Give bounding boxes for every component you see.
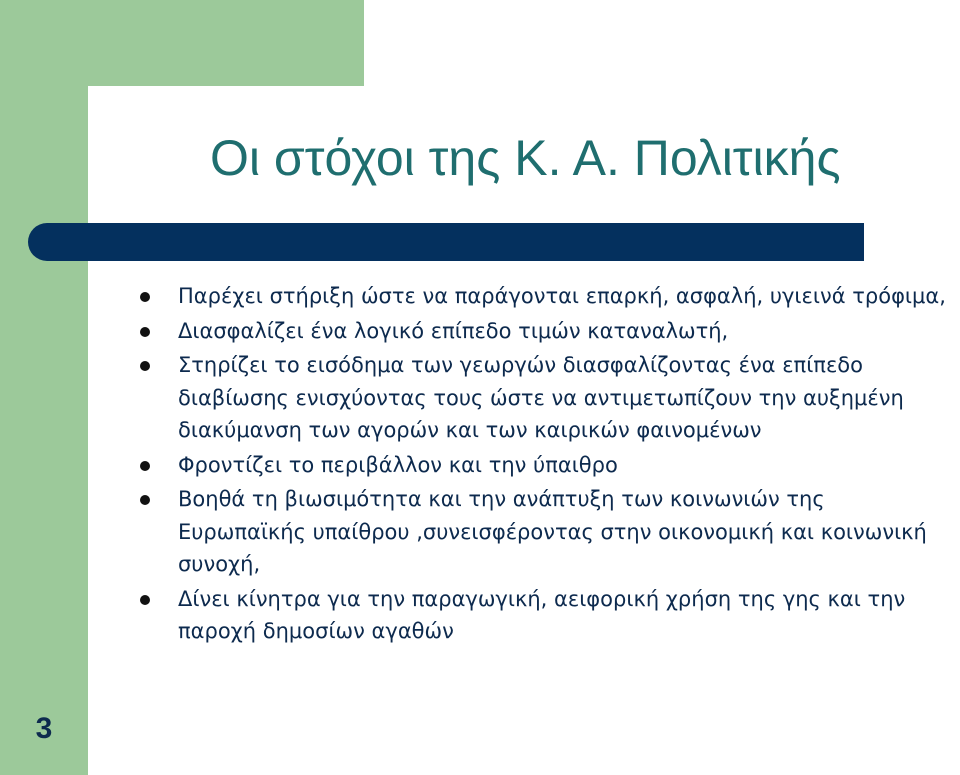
bullet-dot-icon <box>140 495 150 505</box>
bullet-text: Διασφαλίζει ένα λογικό επίπεδο τιμών καταναλωτή, <box>178 318 729 343</box>
bullet-text: Δίνει κίνητρα για την παραγωγική, αειφορική χρήση της γης και την παροχή δημοσίων αγαθών <box>178 586 906 643</box>
bullet-item <box>132 583 954 648</box>
title-underline-bar <box>28 223 864 261</box>
bullet-item <box>132 483 954 581</box>
bullet-dot-icon <box>140 292 150 302</box>
bullet-dot-icon <box>140 327 150 337</box>
green-top-band <box>0 0 364 86</box>
bullet-dot-icon <box>140 361 150 371</box>
bullet-text: Στηρίζει το εισόδημα των γεωργών διασφαλίζοντας ένα επίπεδο διαβίωσης ενισχύοντας τους ώστε να αντιμετωπίζουν την αυξημένη διακύμανση των αγορών και των καιρικών φαινομένων <box>178 353 904 442</box>
bullet-dot-icon <box>140 595 150 605</box>
bullet-item <box>132 349 954 447</box>
bullet-dot-icon <box>140 461 150 471</box>
bullet-item <box>132 280 954 313</box>
bullet-text: Βοηθά τη βιωσιμότητα και την ανάπτυξη των κοινωνιών της Ευρωπαϊκής υπαίθρου ,συνεισφέροντας στην οικονομική και κοινωνική συνοχή, <box>178 487 927 576</box>
slide-number: 3 <box>35 712 53 745</box>
bullet-text: Φροντίζει το περιβάλλον και την ύπαιθρο <box>178 452 618 477</box>
green-left-band <box>0 0 88 775</box>
bullet-text: Παρέχει στήριξη ώστε να παράγονται επαρκή, ασφαλή, υγιεινά τρόφιμα, <box>178 284 946 308</box>
bullet-list <box>132 280 954 650</box>
slide-title: Οι στόχοι της Κ. Α. Πολιτικής <box>210 130 841 186</box>
bullet-item <box>132 449 954 482</box>
bullet-item <box>132 315 954 348</box>
